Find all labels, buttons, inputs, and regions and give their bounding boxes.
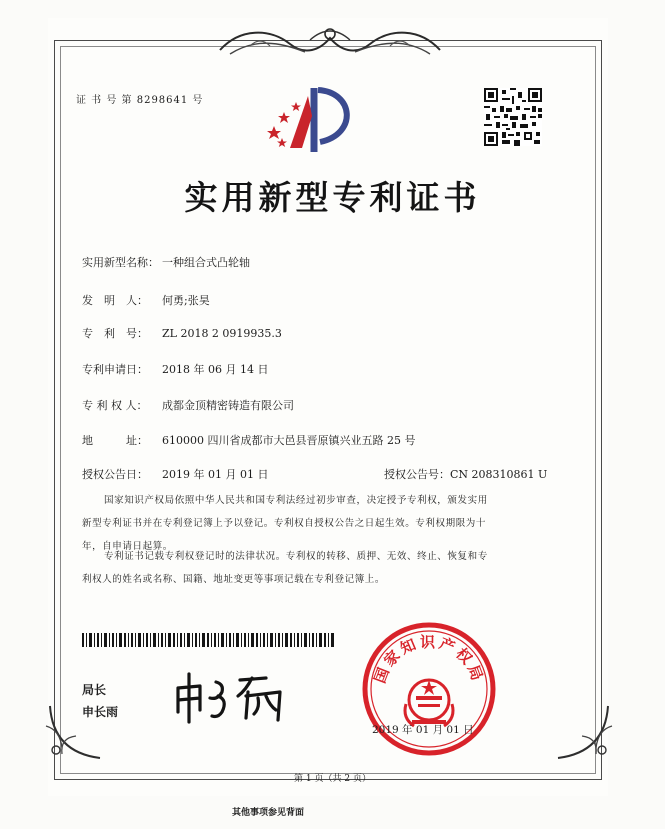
field-label: 专 利 号： <box>82 327 148 340</box>
paragraph-line: 利权人的姓名或名称、国籍、地址变更等事项记载在专利登记簿上。 <box>82 574 386 585</box>
field-value: 何勇;张昊 <box>162 294 210 307</box>
director-title: 局长 <box>82 683 107 697</box>
field-value: ZL 2018 2 0919935.3 <box>162 327 282 340</box>
paragraph-line: 专利证书记载专利权登记时的法律状况。专利权的转移、质押、无效、终止、恢复和专 <box>104 551 488 562</box>
corner-ornament-bottom-right-icon <box>548 696 618 766</box>
footer-note: 其他事项参见背面 <box>232 808 305 818</box>
field-label: 专利申请日： <box>82 363 148 376</box>
field-application-date <box>82 361 268 377</box>
certificate-number: 证 书 号 第 8298641 号 <box>76 95 204 106</box>
top-ornament-icon <box>210 20 450 62</box>
field-label: 专 利 权 人： <box>82 399 148 412</box>
field-inventor <box>82 292 210 308</box>
qr-code-icon <box>484 88 542 146</box>
field-value: 2018 年 06 月 14 日 <box>162 363 269 376</box>
field-label: 地 址： <box>82 434 148 447</box>
director-name: 申长雨 <box>82 705 119 719</box>
field-value: 610000 四川省成都市大邑县晋原镇兴业五路 25 号 <box>162 434 416 447</box>
grant-row <box>82 466 547 482</box>
field-utility-model-name <box>82 254 250 270</box>
patent-office-logo-icon <box>262 82 362 162</box>
grant-date-label: 授权公告日： <box>82 468 148 481</box>
field-address <box>82 432 415 448</box>
barcode-icon <box>82 633 334 647</box>
paragraph-line: 年，自申请日起算。 <box>82 541 173 552</box>
grant-number-label: 授权公告号： <box>384 468 450 481</box>
field-patent-number <box>82 325 282 341</box>
grant-number-value: CN 208310861 U <box>450 468 548 481</box>
seal-text: 国家知识产权局 <box>370 633 488 686</box>
handwritten-signature-icon <box>170 668 310 726</box>
field-label: 实用新型名称： <box>82 256 159 269</box>
field-value: 成都金顶精密铸造有限公司 <box>162 399 294 412</box>
paragraph-line: 国家知识产权局依照中华人民共和国专利法经过初步审查，决定授予专利权，颁发实用 <box>104 495 488 506</box>
field-value: 一种组合式凸轮轴 <box>162 256 250 269</box>
paragraph-line: 新型专利证书并在专利登记簿上予以登记。专利权自授权公告之日起生效。专利权期限为十 <box>82 518 487 529</box>
page-indicator: 第 1 页（共 2 页） <box>294 774 371 784</box>
official-seal-icon <box>360 620 498 758</box>
field-label: 发 明 人： <box>82 294 148 307</box>
field-patentee <box>82 397 294 413</box>
certificate-title: 实用新型专利证书 <box>184 178 481 217</box>
seal-date: 2019 年 01 月 01 日 <box>372 724 474 736</box>
grant-date-value: 2019 年 01 月 01 日 <box>162 468 269 481</box>
legal-paragraph-2 <box>82 545 570 591</box>
